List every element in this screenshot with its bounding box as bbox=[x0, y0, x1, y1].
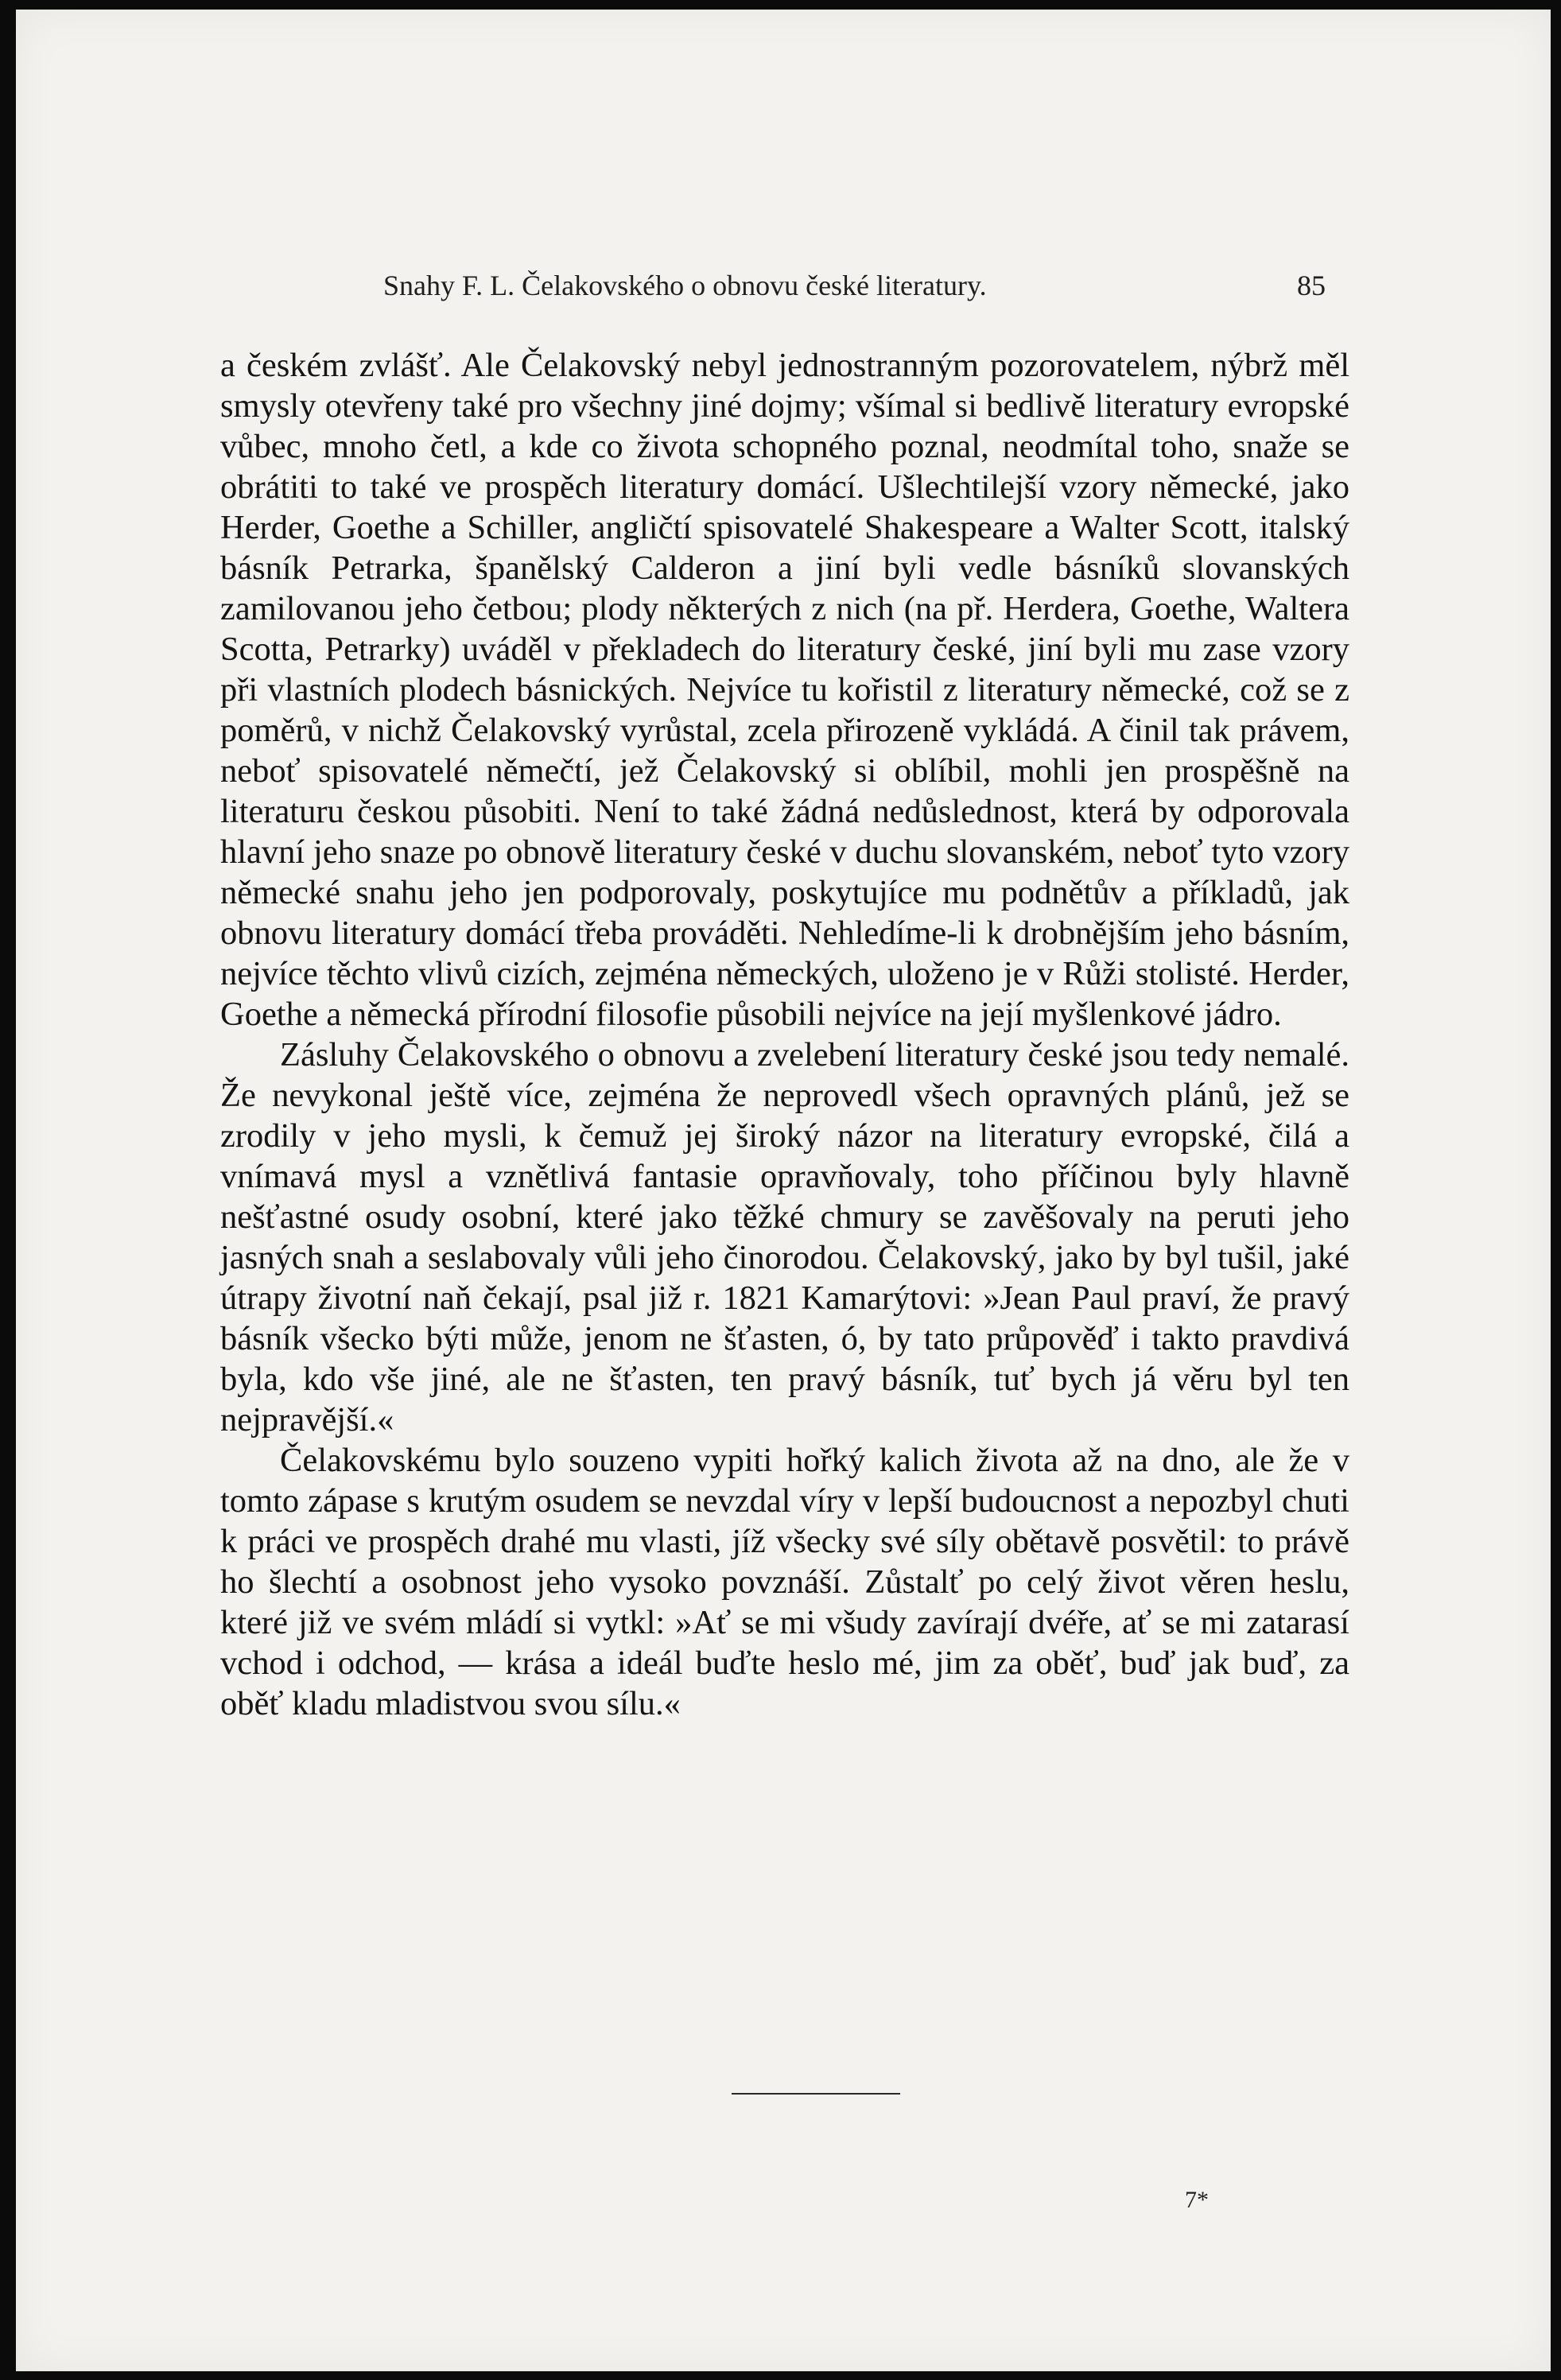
book-page bbox=[16, 10, 1551, 2371]
signature-mark: 7* bbox=[1185, 2187, 1209, 2213]
running-title: Snahy F. L. Čelakovského o obnovu české literatury. bbox=[383, 270, 987, 301]
page-header bbox=[383, 269, 1326, 309]
page-number: 85 bbox=[1297, 270, 1326, 301]
paragraph-1: a českém zvlášť. Ale Čelakovský nebyl jednostranným pozorovatelem, nýbrž měl smysly otevřeny také pro všechny jiné dojmy; všímal si bedlivě literatury evropské vůbec, mnoho četl, a kde co života schopného poznal, neodmítal toho, snaže se obrátiti to také ve prospěch literatury domácí. Ušlechtilejší vzory německé, jako Herder, Goethe a Schiller, angličtí spisovatelé Shakespeare a Walter Scott, italský básník Petrarka, španělský Calderon a jiní byli vedle básníků slovanských zamilovanou jeho četbou; plody některých z nich (na př. Herdera, Goethe, Waltera Scotta, Petrarky) uváděl v překladech do literatury české, jiní byli mu zase vzory při vlastních plodech básnických. Nejvíce tu kořistil z literatury německé, což se z poměrů, v nichž Čelakovský vyrůstal, zcela přirozeně vykládá. A činil tak právem, neboť spisovatelé němečtí, jež Čelakovský si oblíbil, mohli jen prospěšně na literaturu českou působiti. Není to také žádná nedůslednost, která by odporovala hlavní jeho snaze po obnově literatury české v duchu slovanském, neboť tyto vzory německé snahu jeho jen podporovaly, poskytujíce mu podnětův a příkladů, jak obnovu literatury domácí třeba prováděti. Nehledíme-li k drobnějším jeho básním, nejvíce těchto vlivů cizích, zejména německých, uloženo je v Růži stolisté. Herder, Goethe a německá přírodní filosofie působili nejvíce na její myšlenkové jádro. bbox=[220, 347, 1349, 1033]
paragraph-3: Čelakovskému bylo souzeno vypiti hořký kalich života až na dno, ale že v tomto zápase s krutým osudem se nevzdal víry v lepší budoucnost a nepozbyl chuti k práci ve prospěch drahé mu vlasti, jíž všecky své síly obětavě posvětil: to právě ho šlechtí a osobnost jeho vysoko povznáší. Zůstalť po celý život věren heslu, které již ve svém mládí si vytkl: »Ať se mi všudy zavírají dvéře, ať se mi zatarasí vchod i odchod, –– krása a ideál buďte heslo mé, jim za oběť, buď jak buď, za oběť kladu mladistvou svou sílu.« bbox=[220, 1442, 1349, 1722]
closing-rule bbox=[732, 2093, 900, 2095]
body-text bbox=[220, 345, 1349, 1724]
paragraph-2: Zásluhy Čelakovského o obnovu a zvelebení literatury české jsou tedy nemalé. Že nevykonal ještě více, zejména že neprovedl všech opravných plánů, jež se zrodily v jeho mysli, k čemuž jej široký názor na literatury evropské, čilá a vnímavá mysl a vznětlivá fantasie opravňovaly, toho příčinou byly hlavně nešťastné osudy osobní, které jako těžké chmury se zavěšovaly na peruti jeho jasných snah a seslabovaly vůli jeho činorodou. Čelakovský, jako by byl tušil, jaké útrapy životní naň čekají, psal již r. 1821 Kamarýtovi: »Jean Paul praví, že pravý básník všecko býti může, jenom ne šťasten, ó, by tato průpověď i takto pravdivá byla, kdo vše jiné, ale ne šťasten, ten pravý básník, tuť bych já věru byl ten nejpravější.« bbox=[220, 1036, 1349, 1438]
